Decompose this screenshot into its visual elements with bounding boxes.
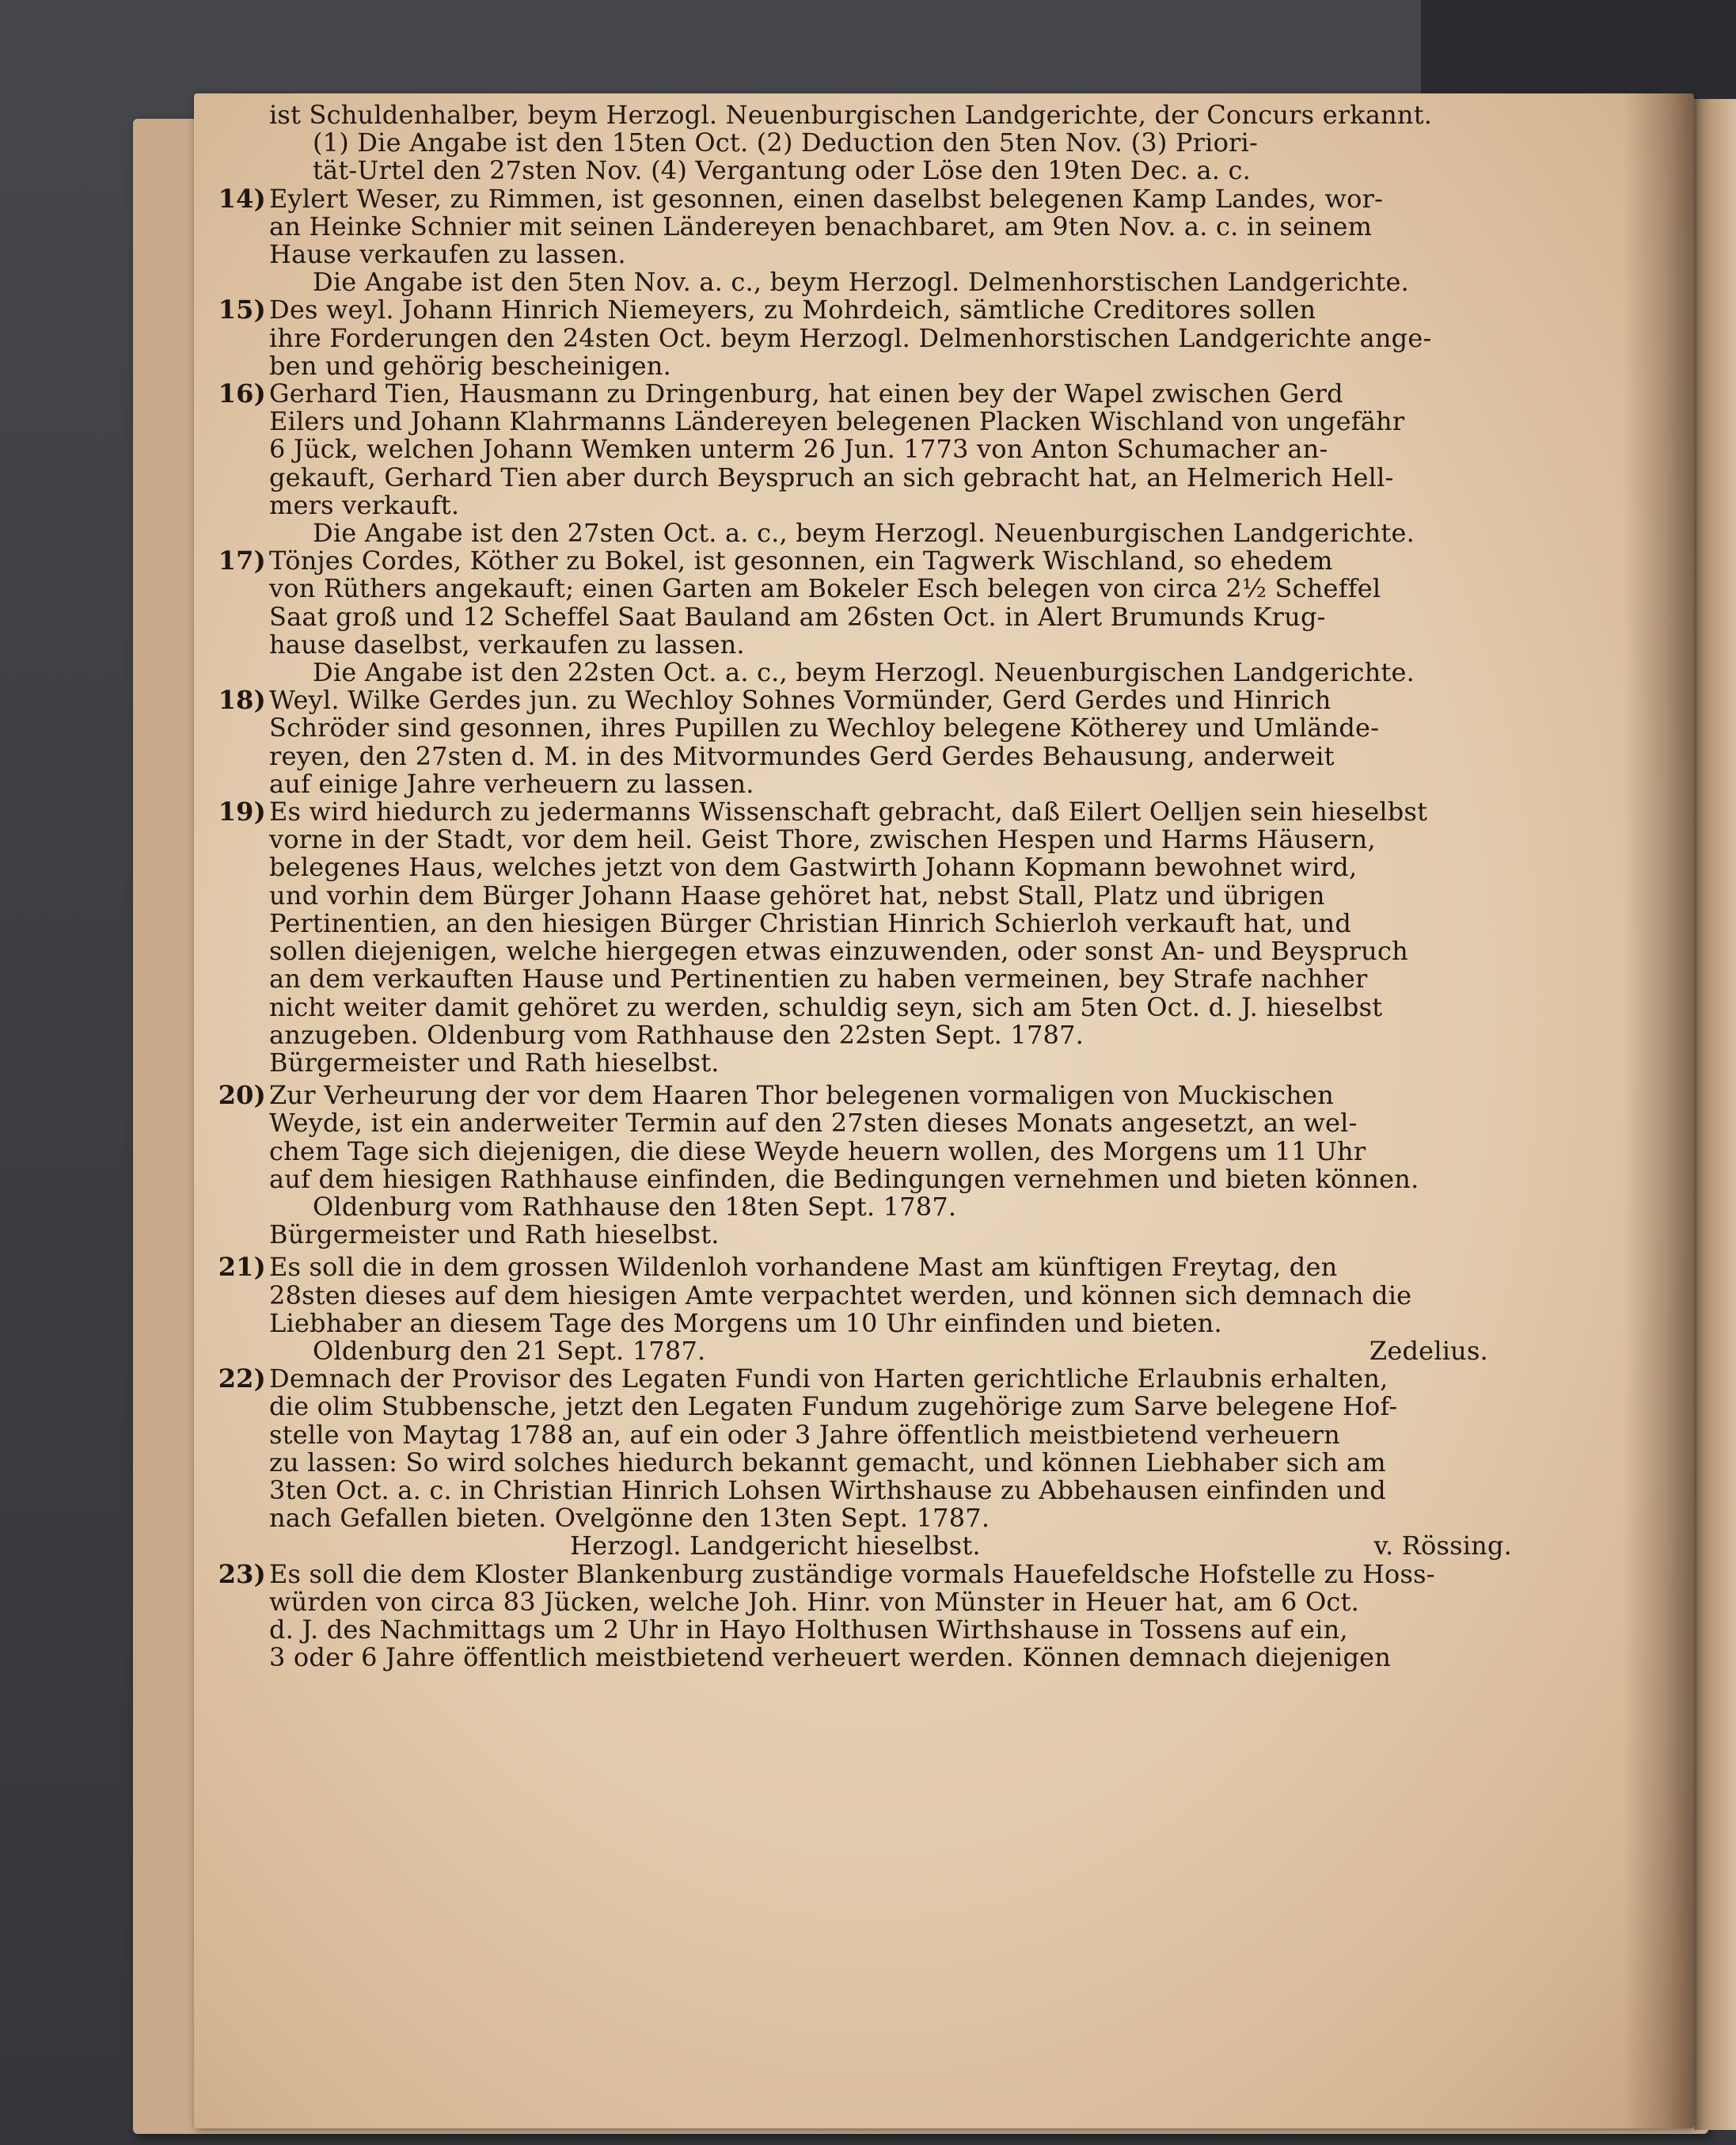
text-line: Pertinentien, an den hiesigen Bürger Christian Hinrich Schierloh verkauft hat, und — [269, 907, 1352, 938]
entry-number: 16) — [218, 378, 266, 409]
entry-number: 17) — [218, 546, 266, 576]
entry-14 — [218, 183, 1559, 298]
entry-17 — [218, 546, 1559, 688]
text-line: vorne in der Stadt, vor dem heil. Geist Thore, zwischen Hespen und Harms Häusern, — [269, 824, 1376, 855]
text-line: belegenes Haus, welches jetzt von dem Gastwirth Johann Kopmann bewohnet wird, — [269, 852, 1358, 883]
text-line: hause daselbst, verkaufen zu lassen. — [269, 629, 745, 660]
entry-note: Oldenburg vom Rathhause den 18ten Sept. 1787. — [313, 1191, 957, 1222]
text-line: zu lassen: So wird solches hiedurch bekannt gemacht, und können Liebhaber sich am — [269, 1447, 1386, 1478]
text-line: reyen, den 27sten d. M. in des Mitvormundes Gerd Gerdes Behausung, anderweit — [269, 740, 1335, 771]
entry-note: Die Angabe ist den 22sten Oct. a. c., beym Herzogl. Neuenburgischen Landgerichte. — [313, 657, 1415, 688]
text-line: würden von circa 83 Jücken, welche Joh. Hinr. von Münster in Heuer hat, am 6 Oct. — [269, 1586, 1359, 1617]
text-line: auf einige Jahre verheuern zu lassen. — [269, 768, 754, 799]
entry-note: Die Angabe ist den 27sten Oct. a. c., beym Herzogl. Neuenburgischen Landgerichte. — [313, 518, 1415, 549]
text-line: 3ten Oct. a. c. in Christian Hinrich Lohsen Wirthshause zu Abbehausen einfinden und — [269, 1474, 1386, 1505]
entry-date: Oldenburg den 21 Sept. 1787. — [313, 1335, 706, 1366]
text-line: Weyl. Wilke Gerdes jun. zu Wechloy Sohnes Vormünder, Gerd Gerdes und Hinrich — [269, 685, 1331, 716]
text-line: ist Schuldenhalber, beym Herzogl. Neuenburgischen Landgerichte, der Concurs erkannt. — [269, 100, 1433, 130]
text-line: Des weyl. Johann Hinrich Niemeyers, zu Mohrdeich, sämtliche Creditores sollen — [269, 295, 1316, 325]
entry-number: 23) — [218, 1558, 266, 1589]
text-line: Hause verkaufen zu lassen. — [269, 239, 626, 270]
text-line: von Rüthers angekauft; einen Garten am Bokeler Esch belegen von circa 2½ Scheffel — [269, 573, 1381, 604]
entry-15 — [218, 295, 1559, 381]
court-name: Herzogl. Landgericht hieselbst. — [570, 1531, 981, 1561]
text-line: Saat groß und 12 Scheffel Saat Bauland am 26sten Oct. in Alert Brumunds Krug- — [269, 601, 1326, 632]
text-line: Es wird hiedurch zu jedermanns Wissenschaft gebracht, daß Eilert Oelljen sein hieselbst — [269, 797, 1428, 827]
text-line: 6 Jück, welchen Johann Wemken unterm 26 Jun. 1773 von Anton Schumacher an- — [269, 434, 1328, 465]
book-spine — [1694, 99, 1736, 2130]
entry-22 — [218, 1363, 1559, 1561]
text-line: ben und gehörig bescheinigen. — [269, 350, 671, 381]
text-line: an Heinke Schnier mit seinen Ländereyen benachbaret, am 9ten Nov. a. c. in seinem — [269, 211, 1373, 242]
text-line: Es soll die in dem grossen Wildenloh vorhandene Mast am künftigen Freytag, den — [269, 1252, 1338, 1283]
entry-number: 14) — [218, 183, 266, 214]
text-line: (1) Die Angabe ist den 15ten Oct. (2) Deduction den 5ten Nov. (3) Priori- — [313, 127, 1258, 158]
text-line: Demnach der Provisor des Legaten Fundi von Harten gerichtliche Erlaubnis erhalten, — [269, 1363, 1388, 1394]
date-signature-line — [269, 1337, 1559, 1365]
text-line: gekauft, Gerhard Tien aber durch Beyspruch an sich gebracht hat, an Helmerich Hell- — [269, 462, 1394, 493]
entry-number: 21) — [218, 1252, 266, 1283]
text-line: Weyde, ist ein anderweiter Termin auf den 27sten dieses Monats angesetzt, an wel- — [269, 1108, 1358, 1139]
text-line: Zur Verheurung der vor dem Haaren Thor belegenen vormaligen von Muckischen — [269, 1080, 1334, 1111]
text-line: Liebhaber an diesem Tage des Morgens um 10 Uhr einfinden und bieten. — [269, 1307, 1222, 1338]
page-text — [218, 100, 1559, 1673]
entry-19 — [218, 797, 1559, 1078]
entry-number: 19) — [218, 797, 266, 827]
signature-line: Bürgermeister und Rath hieselbst. — [269, 1219, 720, 1250]
text-line: und vorhin dem Bürger Johann Haase gehöret hat, nebst Stall, Platz und übrigen — [269, 880, 1325, 911]
text-line: stelle von Maytag 1788 an, auf ein oder 3 Jahre öffentlich meistbietend verheuern — [269, 1419, 1340, 1450]
text-line: auf dem hiesigen Rathhause einfinden, die Bedingungen vernehmen und bieten können. — [269, 1163, 1419, 1194]
scan-background-dark-corner — [1421, 0, 1736, 103]
text-line: Gerhard Tien, Hausmann zu Dringenburg, hat einen bey der Wapel zwischen Gerd — [269, 378, 1343, 409]
entry-18 — [218, 685, 1559, 799]
text-line: mers verkauft. — [269, 489, 460, 520]
signature-line: Bürgermeister und Rath hieselbst. — [269, 1047, 720, 1078]
entry-note: Die Angabe ist den 5ten Nov. a. c., beym Herzogl. Delmenhorstischen Landgerichte. — [313, 267, 1409, 298]
text-line: Tönjes Cordes, Köther zu Bokel, ist gesonnen, ein Tagwerk Wischland, so ehedem — [269, 546, 1333, 576]
text-line: 3 oder 6 Jahre öffentlich meistbietend verheuert werden. Können demnach diejenigen — [269, 1642, 1392, 1673]
text-line: die olim Stubbensche, jetzt den Legaten Fundum zugehörige zum Sarve belegene Hof- — [269, 1391, 1398, 1422]
text-line: d. J. des Nachmittags um 2 Uhr in Hayo Holthusen Wirthshause in Tossens auf ein, — [269, 1614, 1348, 1645]
entry-number: 18) — [218, 685, 266, 716]
entry-16 — [218, 378, 1559, 549]
entry-number: 22) — [218, 1363, 266, 1394]
entry-number: 20) — [218, 1080, 266, 1111]
text-line: Eilers und Johann Klahrmanns Ländereyen belegenen Placken Wischland von ungefähr — [269, 406, 1405, 437]
signer-name: v. Rössing. — [1373, 1531, 1512, 1561]
text-line: Es soll die dem Kloster Blankenburg zuständige vormals Hauefeldsche Hofstelle zu Hoss- — [269, 1558, 1435, 1589]
text-line: nach Gefallen bieten. Ovelgönne den 13ten Sept. 1787. — [269, 1503, 990, 1534]
text-line: nicht weiter damit gehöret zu werden, schuldig seyn, sich am 5ten Oct. d. J. hieselbst — [269, 991, 1383, 1022]
text-line: 28sten dieses auf dem hiesigen Amte verpachtet werden, und können sich demnach die — [269, 1280, 1412, 1310]
text-line: sollen diejenigen, welche hiergegen etwas einzuwenden, oder sonst An- und Beyspruch — [269, 936, 1408, 967]
court-signature-line — [269, 1532, 1559, 1560]
signer-name: Zedelius. — [1369, 1335, 1488, 1366]
text-line: anzugeben. Oldenburg vom Rathhause den 22sten Sept. 1787. — [269, 1019, 1085, 1050]
entry-21 — [218, 1252, 1559, 1366]
entry-number: 15) — [218, 295, 266, 325]
text-line: tät-Urtel den 27sten Nov. (4) Vergantung oder Löse den 19ten Dec. a. c. — [313, 155, 1251, 186]
text-line: ihre Forderungen den 24sten Oct. beym Herzogl. Delmenhorstischen Landgerichte ange- — [269, 322, 1432, 353]
text-line: Schröder sind gesonnen, ihres Pupillen zu Wechloy belegene Kötherey und Umlände- — [269, 713, 1380, 744]
entry-23 — [218, 1558, 1559, 1673]
entry-13-continuation — [269, 101, 1559, 185]
text-line: Eylert Weser, zu Rimmen, ist gesonnen, einen daselbst belegenen Kamp Landes, wor- — [269, 183, 1384, 214]
text-line: chem Tage sich diejenigen, die diese Weyde heuern wollen, des Morgens um 11 Uhr — [269, 1135, 1366, 1166]
entry-20 — [218, 1080, 1559, 1250]
text-line: an dem verkauften Hause und Pertinentien zu haben vermeinen, bey Strafe nachher — [269, 964, 1368, 995]
